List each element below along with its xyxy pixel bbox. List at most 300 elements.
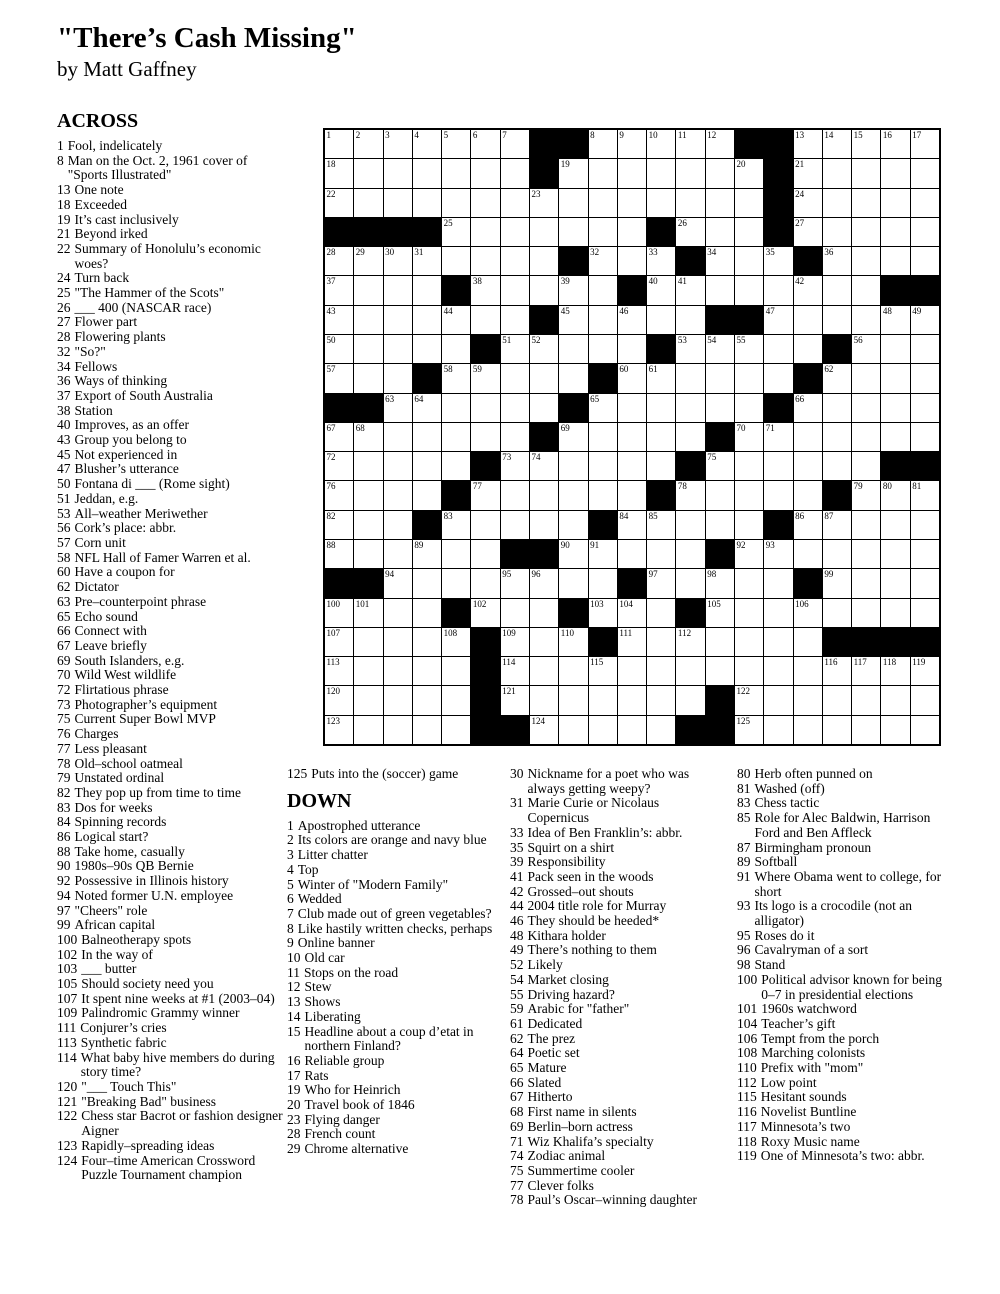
grid-cell[interactable] [384, 130, 412, 158]
grid-cell[interactable] [501, 686, 529, 714]
grid-cell[interactable] [764, 364, 792, 392]
grid-cell[interactable] [471, 189, 499, 217]
grid-cell[interactable] [881, 540, 909, 568]
grid-cell[interactable] [911, 716, 939, 744]
grid-cell[interactable] [530, 481, 558, 509]
grid-cell[interactable] [881, 686, 909, 714]
grid-cell[interactable] [676, 540, 704, 568]
grid-cell[interactable] [735, 452, 763, 480]
grid-cell[interactable] [735, 423, 763, 451]
grid-cell[interactable] [823, 159, 851, 187]
grid-cell[interactable] [442, 218, 470, 246]
grid-cell[interactable] [501, 189, 529, 217]
grid-cell[interactable] [647, 657, 675, 685]
grid-cell[interactable] [794, 189, 822, 217]
grid-cell[interactable] [325, 657, 353, 685]
grid-cell[interactable] [823, 247, 851, 275]
grid-cell[interactable] [559, 189, 587, 217]
grid-cell[interactable] [735, 540, 763, 568]
grid-cell[interactable] [735, 189, 763, 217]
grid-cell[interactable] [501, 335, 529, 363]
grid-cell[interactable] [530, 394, 558, 422]
grid-cell[interactable] [764, 452, 792, 480]
grid-cell[interactable] [881, 306, 909, 334]
grid-cell[interactable] [559, 364, 587, 392]
grid-cell[interactable] [471, 394, 499, 422]
grid-cell[interactable] [618, 335, 646, 363]
grid-cell[interactable] [501, 306, 529, 334]
grid-cell[interactable] [589, 481, 617, 509]
grid-cell[interactable] [559, 686, 587, 714]
grid-cell[interactable] [881, 247, 909, 275]
grid-cell[interactable] [911, 423, 939, 451]
grid-cell[interactable] [764, 569, 792, 597]
grid-cell[interactable] [794, 628, 822, 656]
grid-cell[interactable] [325, 364, 353, 392]
grid-cell[interactable] [530, 569, 558, 597]
grid-cell[interactable] [676, 628, 704, 656]
grid-cell[interactable] [589, 394, 617, 422]
grid-cell[interactable] [589, 218, 617, 246]
grid-cell[interactable] [413, 569, 441, 597]
grid-cell[interactable] [676, 394, 704, 422]
grid-cell[interactable] [501, 364, 529, 392]
grid-cell[interactable] [706, 628, 734, 656]
grid-cell[interactable] [676, 218, 704, 246]
grid-cell[interactable] [501, 569, 529, 597]
grid-cell[interactable] [852, 716, 880, 744]
grid-cell[interactable] [384, 452, 412, 480]
grid-cell[interactable] [852, 394, 880, 422]
grid-cell[interactable] [471, 306, 499, 334]
grid-cell[interactable] [706, 569, 734, 597]
grid-cell[interactable] [559, 335, 587, 363]
grid-cell[interactable] [794, 452, 822, 480]
grid-cell[interactable] [325, 628, 353, 656]
grid-cell[interactable] [618, 686, 646, 714]
grid-cell[interactable] [325, 540, 353, 568]
grid-cell[interactable] [647, 364, 675, 392]
grid-cell[interactable] [647, 452, 675, 480]
grid-cell[interactable] [764, 276, 792, 304]
grid-cell[interactable] [589, 189, 617, 217]
grid-cell[interactable] [852, 218, 880, 246]
grid-cell[interactable] [881, 218, 909, 246]
grid-cell[interactable] [794, 130, 822, 158]
grid-cell[interactable] [764, 716, 792, 744]
grid-cell[interactable] [501, 159, 529, 187]
grid-cell[interactable] [442, 569, 470, 597]
grid-cell[interactable] [823, 306, 851, 334]
grid-cell[interactable] [618, 599, 646, 627]
grid-cell[interactable] [384, 628, 412, 656]
grid-cell[interactable] [384, 335, 412, 363]
grid-cell[interactable] [618, 452, 646, 480]
grid-cell[interactable] [735, 569, 763, 597]
grid-cell[interactable] [881, 657, 909, 685]
grid-cell[interactable] [589, 599, 617, 627]
grid-cell[interactable] [471, 218, 499, 246]
grid-cell[interactable] [647, 540, 675, 568]
grid-cell[interactable] [325, 716, 353, 744]
grid-cell[interactable] [530, 276, 558, 304]
grid-cell[interactable] [442, 716, 470, 744]
grid-cell[interactable] [735, 599, 763, 627]
grid-cell[interactable] [325, 276, 353, 304]
grid-cell[interactable] [647, 686, 675, 714]
grid-cell[interactable] [735, 335, 763, 363]
grid-cell[interactable] [764, 599, 792, 627]
grid-cell[interactable] [501, 276, 529, 304]
grid-cell[interactable] [911, 599, 939, 627]
grid-cell[interactable] [618, 423, 646, 451]
grid-cell[interactable] [881, 394, 909, 422]
grid-cell[interactable] [794, 306, 822, 334]
grid-cell[interactable] [442, 686, 470, 714]
grid-cell[interactable] [823, 511, 851, 539]
grid-cell[interactable] [881, 130, 909, 158]
grid-cell[interactable] [442, 540, 470, 568]
grid-cell[interactable] [911, 511, 939, 539]
grid-cell[interactable] [676, 276, 704, 304]
grid-cell[interactable] [471, 130, 499, 158]
grid-cell[interactable] [413, 335, 441, 363]
grid-cell[interactable] [911, 569, 939, 597]
grid-cell[interactable] [647, 130, 675, 158]
grid-cell[interactable] [794, 540, 822, 568]
grid-cell[interactable] [442, 247, 470, 275]
grid-cell[interactable] [413, 394, 441, 422]
grid-cell[interactable] [471, 511, 499, 539]
grid-cell[interactable] [911, 364, 939, 392]
grid-cell[interactable] [735, 511, 763, 539]
grid-cell[interactable] [354, 364, 382, 392]
grid-cell[interactable] [881, 189, 909, 217]
grid-cell[interactable] [735, 481, 763, 509]
grid-cell[interactable] [852, 540, 880, 568]
grid-cell[interactable] [589, 159, 617, 187]
grid-cell[interactable] [442, 364, 470, 392]
grid-cell[interactable] [852, 364, 880, 392]
grid-cell[interactable] [735, 159, 763, 187]
grid-cell[interactable] [676, 511, 704, 539]
grid-cell[interactable] [413, 276, 441, 304]
grid-cell[interactable] [852, 423, 880, 451]
grid-cell[interactable] [384, 716, 412, 744]
grid-cell[interactable] [706, 599, 734, 627]
grid-cell[interactable] [589, 569, 617, 597]
grid-cell[interactable] [530, 335, 558, 363]
grid-cell[interactable] [676, 481, 704, 509]
grid-cell[interactable] [676, 657, 704, 685]
grid-cell[interactable] [559, 657, 587, 685]
grid-cell[interactable] [559, 511, 587, 539]
grid-cell[interactable] [442, 628, 470, 656]
grid-cell[interactable] [618, 657, 646, 685]
grid-cell[interactable] [911, 657, 939, 685]
grid-cell[interactable] [354, 306, 382, 334]
grid-cell[interactable] [852, 189, 880, 217]
grid-cell[interactable] [354, 189, 382, 217]
grid-cell[interactable] [794, 657, 822, 685]
grid-cell[interactable] [471, 364, 499, 392]
grid-cell[interactable] [852, 159, 880, 187]
grid-cell[interactable] [442, 423, 470, 451]
grid-cell[interactable] [354, 628, 382, 656]
grid-cell[interactable] [647, 716, 675, 744]
grid-cell[interactable] [618, 306, 646, 334]
grid-cell[interactable] [618, 394, 646, 422]
grid-cell[interactable] [325, 159, 353, 187]
grid-cell[interactable] [647, 599, 675, 627]
grid-cell[interactable] [589, 423, 617, 451]
grid-cell[interactable] [647, 306, 675, 334]
grid-cell[interactable] [471, 481, 499, 509]
grid-cell[interactable] [881, 159, 909, 187]
grid-cell[interactable] [413, 159, 441, 187]
grid-cell[interactable] [589, 247, 617, 275]
grid-cell[interactable] [530, 247, 558, 275]
grid-cell[interactable] [706, 276, 734, 304]
grid-cell[interactable] [735, 247, 763, 275]
grid-cell[interactable] [325, 306, 353, 334]
grid-cell[interactable] [823, 686, 851, 714]
grid-cell[interactable] [589, 716, 617, 744]
grid-cell[interactable] [354, 276, 382, 304]
grid-cell[interactable] [589, 306, 617, 334]
grid-cell[interactable] [881, 716, 909, 744]
grid-cell[interactable] [354, 599, 382, 627]
grid-cell[interactable] [354, 247, 382, 275]
grid-cell[interactable] [676, 569, 704, 597]
grid-cell[interactable] [384, 599, 412, 627]
grid-cell[interactable] [706, 218, 734, 246]
grid-cell[interactable] [501, 423, 529, 451]
grid-cell[interactable] [706, 511, 734, 539]
grid-cell[interactable] [413, 306, 441, 334]
grid-cell[interactable] [384, 247, 412, 275]
grid-cell[interactable] [501, 481, 529, 509]
grid-cell[interactable] [618, 159, 646, 187]
grid-cell[interactable] [559, 481, 587, 509]
grid-cell[interactable] [618, 218, 646, 246]
grid-cell[interactable] [647, 511, 675, 539]
grid-cell[interactable] [501, 452, 529, 480]
grid-cell[interactable] [881, 569, 909, 597]
grid-cell[interactable] [413, 540, 441, 568]
grid-cell[interactable] [325, 511, 353, 539]
grid-cell[interactable] [823, 130, 851, 158]
grid-cell[interactable] [764, 657, 792, 685]
grid-cell[interactable] [559, 540, 587, 568]
grid-cell[interactable] [559, 306, 587, 334]
grid-cell[interactable] [852, 247, 880, 275]
grid-cell[interactable] [618, 628, 646, 656]
grid-cell[interactable] [413, 628, 441, 656]
grid-cell[interactable] [706, 394, 734, 422]
grid-cell[interactable] [442, 306, 470, 334]
grid-cell[interactable] [354, 452, 382, 480]
grid-cell[interactable] [442, 159, 470, 187]
grid-cell[interactable] [442, 452, 470, 480]
grid-cell[interactable] [823, 394, 851, 422]
grid-cell[interactable] [471, 159, 499, 187]
grid-cell[interactable] [384, 306, 412, 334]
grid-cell[interactable] [823, 452, 851, 480]
grid-cell[interactable] [852, 276, 880, 304]
grid-cell[interactable] [618, 540, 646, 568]
grid-cell[interactable] [647, 189, 675, 217]
grid-cell[interactable] [706, 364, 734, 392]
grid-cell[interactable] [735, 628, 763, 656]
grid-cell[interactable] [735, 394, 763, 422]
grid-cell[interactable] [676, 130, 704, 158]
grid-cell[interactable] [325, 189, 353, 217]
grid-cell[interactable] [852, 481, 880, 509]
grid-cell[interactable] [735, 364, 763, 392]
grid-cell[interactable] [706, 335, 734, 363]
grid-cell[interactable] [823, 364, 851, 392]
grid-cell[interactable] [530, 657, 558, 685]
grid-cell[interactable] [735, 686, 763, 714]
grid-cell[interactable] [501, 218, 529, 246]
grid-cell[interactable] [794, 335, 822, 363]
grid-cell[interactable] [413, 686, 441, 714]
grid-cell[interactable] [442, 511, 470, 539]
grid-cell[interactable] [647, 394, 675, 422]
grid-cell[interactable] [589, 276, 617, 304]
grid-cell[interactable] [911, 481, 939, 509]
grid-cell[interactable] [325, 247, 353, 275]
grid-cell[interactable] [354, 423, 382, 451]
grid-cell[interactable] [442, 394, 470, 422]
grid-cell[interactable] [794, 481, 822, 509]
grid-cell[interactable] [559, 276, 587, 304]
grid-cell[interactable] [823, 569, 851, 597]
grid-cell[interactable] [823, 189, 851, 217]
grid-cell[interactable] [384, 423, 412, 451]
grid-cell[interactable] [589, 657, 617, 685]
grid-cell[interactable] [384, 481, 412, 509]
grid-cell[interactable] [852, 569, 880, 597]
grid-cell[interactable] [325, 599, 353, 627]
grid-cell[interactable] [530, 599, 558, 627]
grid-cell[interactable] [384, 189, 412, 217]
grid-cell[interactable] [413, 247, 441, 275]
grid-cell[interactable] [647, 159, 675, 187]
grid-cell[interactable] [764, 481, 792, 509]
grid-cell[interactable] [589, 130, 617, 158]
grid-cell[interactable] [471, 599, 499, 627]
grid-cell[interactable] [764, 423, 792, 451]
grid-cell[interactable] [325, 423, 353, 451]
grid-cell[interactable] [881, 335, 909, 363]
grid-cell[interactable] [706, 189, 734, 217]
grid-cell[interactable] [676, 364, 704, 392]
grid-cell[interactable] [354, 130, 382, 158]
grid-cell[interactable] [764, 247, 792, 275]
grid-cell[interactable] [911, 686, 939, 714]
grid-cell[interactable] [881, 364, 909, 392]
grid-cell[interactable] [471, 423, 499, 451]
grid-cell[interactable] [794, 716, 822, 744]
grid-cell[interactable] [676, 686, 704, 714]
grid-cell[interactable] [852, 657, 880, 685]
grid-cell[interactable] [647, 276, 675, 304]
grid-cell[interactable] [384, 276, 412, 304]
grid-cell[interactable] [706, 481, 734, 509]
grid-cell[interactable] [618, 716, 646, 744]
grid-cell[interactable] [354, 686, 382, 714]
grid-cell[interactable] [384, 511, 412, 539]
grid-cell[interactable] [647, 628, 675, 656]
grid-cell[interactable] [501, 511, 529, 539]
grid-cell[interactable] [471, 276, 499, 304]
grid-cell[interactable] [823, 599, 851, 627]
grid-cell[interactable] [559, 716, 587, 744]
grid-cell[interactable] [764, 686, 792, 714]
grid-cell[interactable] [823, 540, 851, 568]
grid-cell[interactable] [764, 306, 792, 334]
grid-cell[interactable] [413, 189, 441, 217]
grid-cell[interactable] [354, 511, 382, 539]
grid-cell[interactable] [325, 130, 353, 158]
grid-cell[interactable] [501, 657, 529, 685]
grid-cell[interactable] [325, 335, 353, 363]
grid-cell[interactable] [794, 423, 822, 451]
grid-cell[interactable] [676, 306, 704, 334]
grid-cell[interactable] [735, 657, 763, 685]
grid-cell[interactable] [706, 159, 734, 187]
grid-cell[interactable] [530, 628, 558, 656]
grid-cell[interactable] [647, 247, 675, 275]
grid-cell[interactable] [676, 423, 704, 451]
grid-cell[interactable] [911, 159, 939, 187]
grid-cell[interactable] [559, 452, 587, 480]
grid-cell[interactable] [852, 452, 880, 480]
grid-cell[interactable] [706, 247, 734, 275]
grid-cell[interactable] [530, 364, 558, 392]
grid-cell[interactable] [881, 481, 909, 509]
grid-cell[interactable] [911, 306, 939, 334]
grid-cell[interactable] [911, 218, 939, 246]
grid-cell[interactable] [823, 716, 851, 744]
grid-cell[interactable] [823, 423, 851, 451]
grid-cell[interactable] [823, 276, 851, 304]
grid-cell[interactable] [413, 716, 441, 744]
grid-cell[interactable] [852, 511, 880, 539]
grid-cell[interactable] [354, 159, 382, 187]
grid-cell[interactable] [501, 130, 529, 158]
grid-cell[interactable] [618, 481, 646, 509]
grid-cell[interactable] [325, 481, 353, 509]
grid-cell[interactable] [706, 130, 734, 158]
grid-cell[interactable] [823, 218, 851, 246]
grid-cell[interactable] [442, 130, 470, 158]
grid-cell[interactable] [881, 599, 909, 627]
grid-cell[interactable] [676, 159, 704, 187]
grid-cell[interactable] [618, 189, 646, 217]
grid-cell[interactable] [559, 569, 587, 597]
grid-cell[interactable] [647, 569, 675, 597]
grid-cell[interactable] [530, 716, 558, 744]
grid-cell[interactable] [442, 657, 470, 685]
grid-cell[interactable] [413, 481, 441, 509]
grid-cell[interactable] [618, 364, 646, 392]
grid-cell[interactable] [530, 511, 558, 539]
grid-cell[interactable] [764, 540, 792, 568]
grid-cell[interactable] [559, 628, 587, 656]
